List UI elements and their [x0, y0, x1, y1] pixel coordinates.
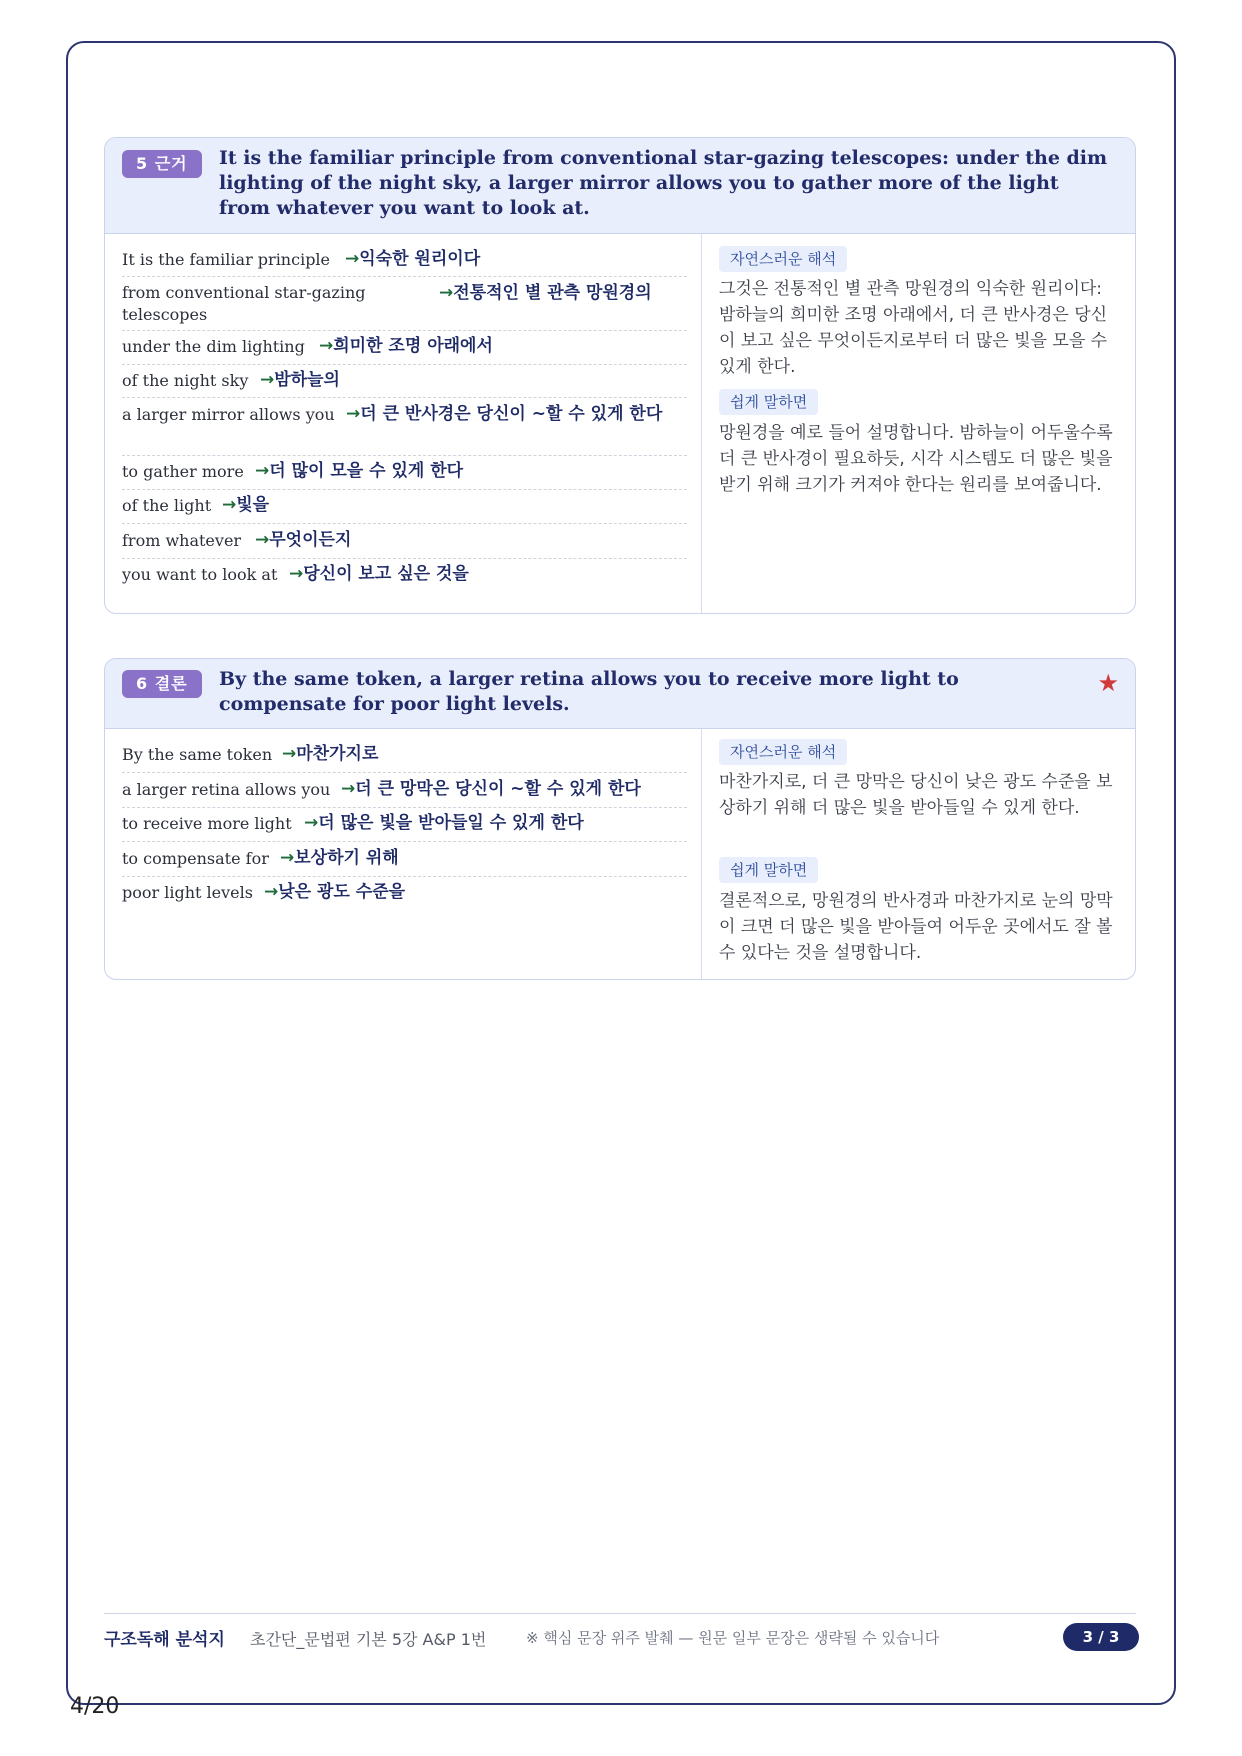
chunk-ko: →희미한 조명 아래에서	[319, 336, 493, 356]
section-sentence: It is the familiar principle from conventional star-gazing telescopes: under the dim lighting of the night sky, a larger mirror allows you to gather more of the light from whatever you want to look at.	[219, 147, 1108, 219]
chunk-list	[105, 729, 702, 980]
chunk-en: under the dim lighting	[122, 337, 305, 356]
arrow-icon: →	[260, 370, 275, 390]
chunk-en: from conventional star-gazing telescopes	[122, 283, 366, 324]
chunk-en: to gather more	[122, 462, 244, 481]
chunk-ko: →더 큰 반사경은 당신이 ~할 수 있게 한다	[346, 404, 663, 424]
footer-title: 구조독해 분석지	[104, 1630, 225, 1650]
footer-subtitle: 초간단_문법편 기본 5강 A&P 1번	[250, 1630, 487, 1649]
chunk-ko: →더 많이 모을 수 있게 한다	[255, 461, 464, 481]
section-sentence: By the same token, a larger retina allows you to receive more light to compensate for poor light levels.	[219, 668, 959, 715]
chunk-row	[122, 397, 687, 456]
chunk-row	[122, 876, 687, 910]
chunk-row	[122, 558, 687, 593]
chunk-en: from whatever	[122, 531, 242, 550]
arrow-icon: →	[255, 461, 270, 481]
section-body	[105, 729, 1135, 980]
chunk-row	[122, 244, 687, 277]
chunk-en: By the same token	[122, 745, 273, 764]
chunk-ko: →더 많은 빛을 받아들일 수 있게 한다	[304, 813, 584, 833]
natural-translation-text: 마찬가지로, 더 큰 망막은 당신이 낮은 광도 수준을 보상하기 위해 더 많은 빛을 받아들일 수 있게 한다.	[719, 772, 1113, 818]
translation-panel	[702, 234, 1135, 613]
chunk-ko: →밤하늘의	[260, 370, 340, 390]
chunk-row	[122, 523, 687, 559]
chunk-en: you want to look at	[122, 565, 278, 584]
natural-translation-label: 자연스러운 해석	[719, 739, 847, 765]
chunk-en: poor light levels	[122, 883, 253, 902]
arrow-icon: →	[304, 813, 319, 833]
chunk-ko: →무엇이든지	[255, 530, 352, 550]
star-icon: ★	[1097, 669, 1119, 697]
section-badge: 6 결론	[122, 670, 202, 698]
arrow-icon: →	[345, 249, 360, 269]
natural-translation-text: 그것은 전통적인 별 관측 망원경의 익숙한 원리이다: 밤하늘의 희미한 조명 아래에서, 더 큰 반사경은 당신이 보고 싶은 무엇이든지로부터 더 많은 빛을 모을 수 있게 한다.	[719, 279, 1108, 377]
translation-panel	[702, 729, 1135, 980]
arrow-icon: →	[439, 283, 454, 303]
section-header	[105, 659, 1135, 729]
chunk-en: of the night sky	[122, 371, 249, 390]
document-page-indicator: 4/20	[70, 1694, 120, 1719]
arrow-icon: →	[341, 779, 356, 799]
arrow-icon: →	[282, 744, 297, 764]
easy-explanation-label: 쉽게 말하면	[719, 389, 818, 415]
chunk-row	[122, 772, 687, 808]
arrow-icon: →	[289, 564, 304, 584]
chunk-en: to receive more light	[122, 814, 292, 833]
arrow-icon: →	[346, 404, 361, 424]
arrow-icon: →	[264, 882, 279, 902]
chunk-row	[122, 807, 687, 842]
chunk-en: to compensate for	[122, 849, 269, 868]
easy-explanation-text: 결론적으로, 망원경의 반사경과 마찬가지로 눈의 망막이 크면 더 많은 빛을 받아들여 어두운 곳에서도 잘 볼 수 있다는 것을 설명합니다.	[719, 891, 1113, 963]
chunk-en: a larger mirror allows you	[122, 405, 335, 424]
section-card-5	[104, 137, 1136, 614]
arrow-icon: →	[255, 530, 270, 550]
chunk-row	[122, 737, 687, 773]
footer-divider	[104, 1613, 1136, 1614]
chunk-ko: →마찬가지로	[282, 744, 379, 764]
arrow-icon: →	[319, 336, 334, 356]
easy-explanation-text: 망원경을 예로 들어 설명합니다. 밤하늘이 어두울수록 더 큰 반사경이 필요하듯, 시각 시스템도 더 많은 빛을 받기 위해 크기가 커져야 한다는 원리를 보여줍니다.	[719, 423, 1113, 495]
chunk-ko: →낮은 광도 수준을	[264, 882, 406, 902]
section-header	[105, 138, 1135, 234]
chunk-en: a larger retina allows you	[122, 780, 331, 799]
chunk-row	[122, 841, 687, 877]
chunk-ko: →더 큰 망막은 당신이 ~할 수 있게 한다	[341, 779, 641, 799]
easy-explanation-label: 쉽게 말하면	[719, 857, 818, 883]
natural-translation-label: 자연스러운 해석	[719, 246, 847, 272]
chunk-ko: →당신이 보고 싶은 것을	[289, 564, 469, 584]
chunk-row	[122, 276, 687, 331]
chunk-ko: →빛을	[222, 495, 270, 515]
chunk-ko: →전통적인 별 관측 망원경의	[439, 283, 652, 303]
chunk-en: It is the familiar principle	[122, 250, 331, 269]
arrow-icon: →	[222, 495, 237, 515]
section-card-6	[104, 658, 1136, 980]
page-number-badge: 3 / 3	[1063, 1623, 1139, 1651]
chunk-en: of the light	[122, 496, 212, 515]
chunk-ko: →익숙한 원리이다	[345, 249, 481, 269]
chunk-ko: →보상하기 위해	[280, 848, 399, 868]
footer-note: ※ 핵심 문장 위주 발췌 — 원문 일부 문장은 생략될 수 있습니다	[526, 1629, 940, 1647]
chunk-row	[122, 489, 687, 524]
section-body	[105, 234, 1135, 613]
chunk-list	[105, 234, 702, 613]
chunk-row	[122, 364, 687, 398]
arrow-icon: →	[280, 848, 295, 868]
chunk-row	[122, 330, 687, 365]
section-badge: 5 근거	[122, 150, 202, 178]
chunk-row	[122, 455, 687, 490]
